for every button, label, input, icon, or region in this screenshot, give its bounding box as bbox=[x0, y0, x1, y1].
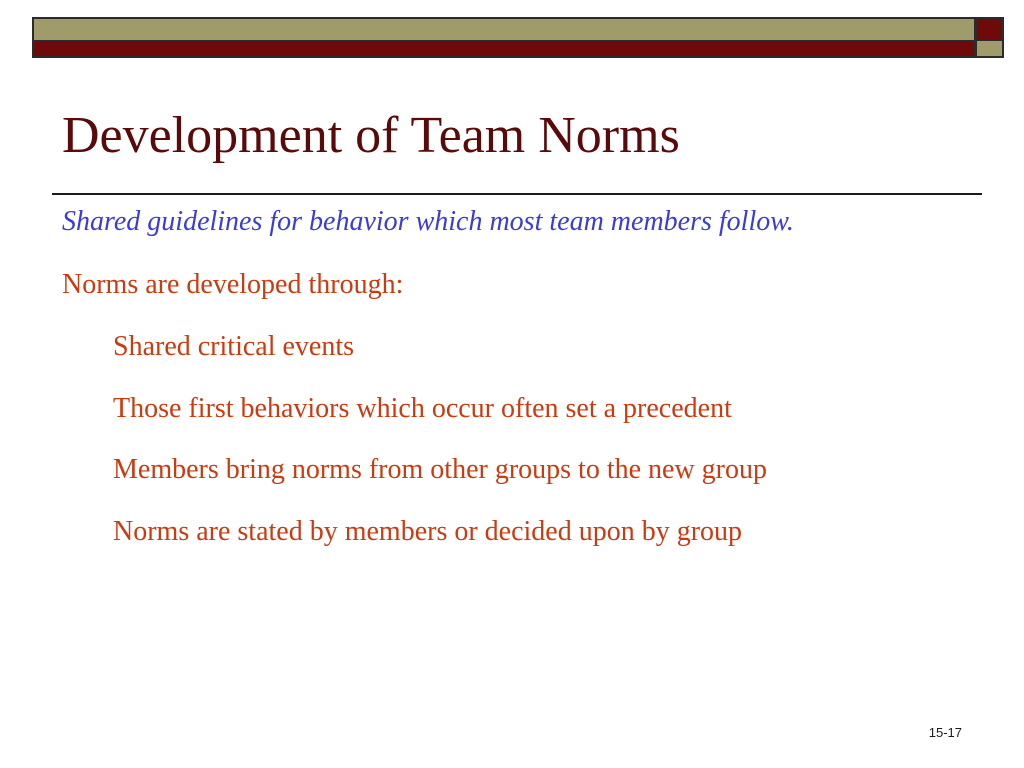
header-bar-maroon bbox=[32, 40, 976, 58]
title-divider bbox=[52, 193, 982, 195]
slide-subtitle: Shared guidelines for behavior which most team members follow. bbox=[62, 206, 794, 237]
header-bar-olive bbox=[32, 17, 976, 41]
header-square-olive bbox=[976, 40, 1004, 58]
list-item: Those first behaviors which occur often set a precedent bbox=[113, 392, 732, 424]
list-item: Members bring norms from other groups to the new group bbox=[113, 454, 767, 485]
page-number: 15-17 bbox=[928, 725, 962, 740]
norms-list bbox=[113, 333, 767, 579]
lead-text: Norms are developed through: bbox=[62, 269, 404, 300]
slide-title: Development of Team Norms bbox=[62, 107, 680, 164]
list-item: Norms are stated by members or decided upon by group bbox=[113, 515, 743, 547]
header-square-maroon bbox=[976, 17, 1004, 41]
list-item: Shared critical events bbox=[113, 331, 355, 362]
